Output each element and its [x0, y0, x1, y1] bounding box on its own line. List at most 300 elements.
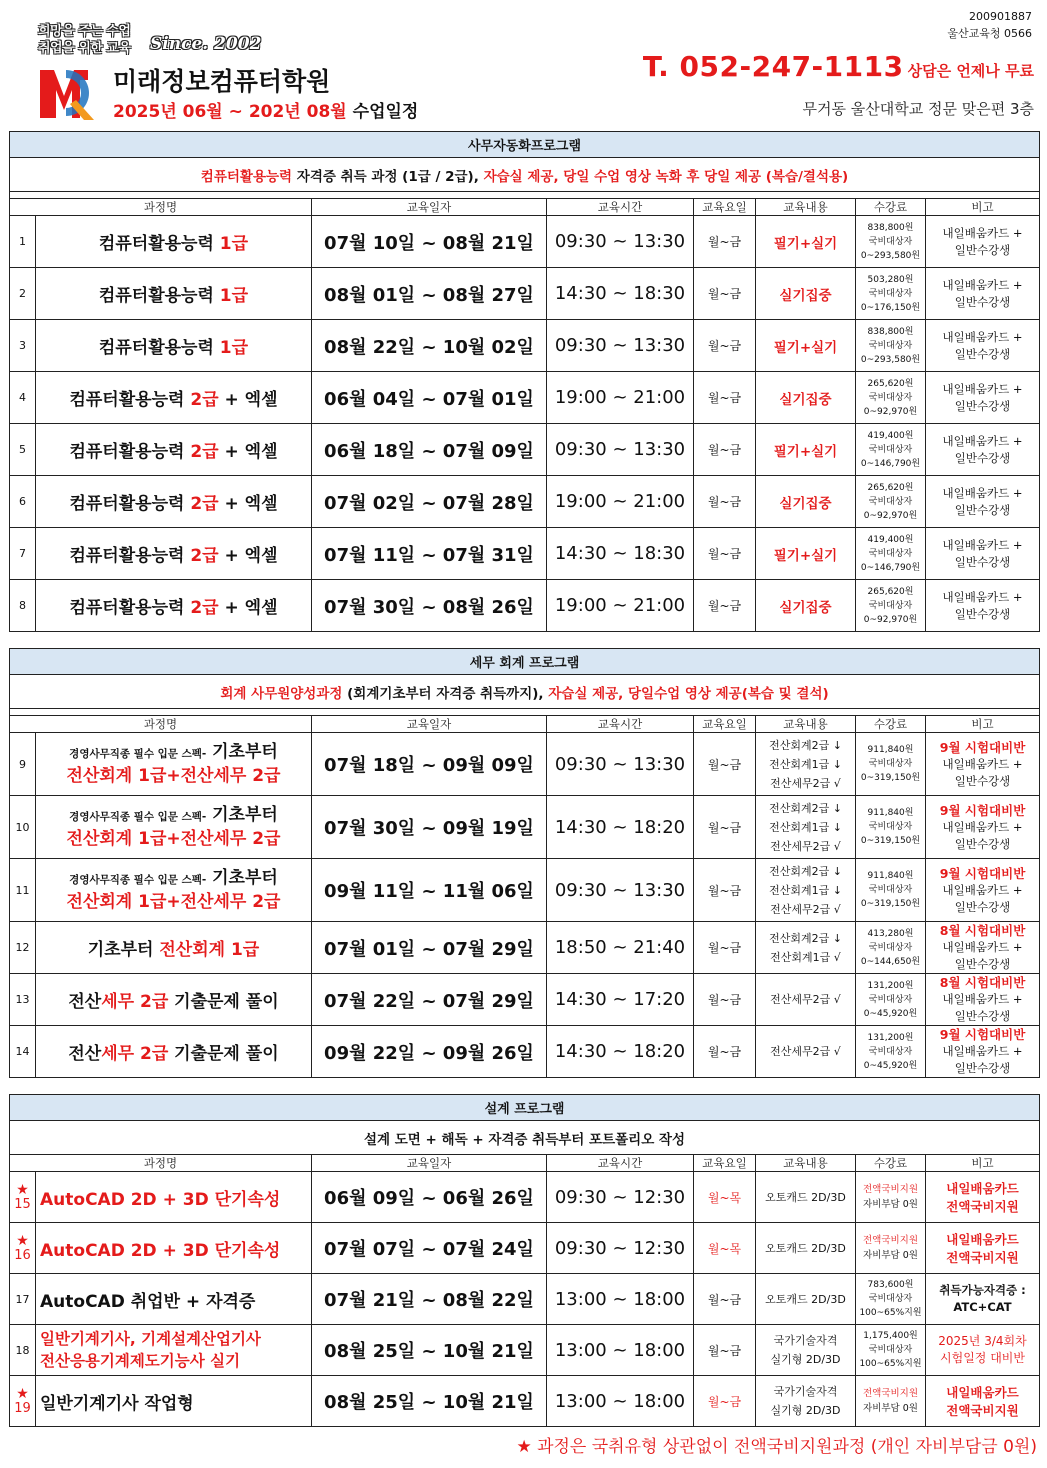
fee-label: 국비대상자 — [868, 340, 913, 351]
course-dates — [312, 372, 547, 424]
note-line-2: 일반수강생 — [954, 502, 1011, 517]
course-time — [547, 733, 694, 796]
days-text: 월~금 — [707, 757, 742, 772]
note-line-2: 일반수강생 — [954, 1061, 1011, 1075]
date-range: 07월 18일 ~ 09월 09일 — [324, 755, 534, 776]
course-dates — [312, 1172, 547, 1223]
note-line-1: 2025년 3/4회차 — [938, 1334, 1027, 1348]
time-range: 14:30 ~ 18:20 — [554, 1041, 686, 1062]
col-fee: 수강료 — [856, 1155, 926, 1172]
note-line-1: 취득가능자격증 : — [939, 1283, 1026, 1297]
row-number — [10, 1223, 36, 1274]
course-fee — [856, 528, 926, 580]
days-text: 월~금 — [707, 883, 742, 898]
course-name-a: 컴퓨터활용능력 — [98, 286, 220, 306]
course-note — [926, 974, 1040, 1026]
row-number-text: 17 — [15, 1292, 30, 1306]
note-line-1: 내일배움카드 + — [942, 589, 1023, 604]
course-name-c: + 엑셀 — [218, 598, 278, 618]
course-name — [36, 859, 312, 922]
content-line-2: 전산회계1급 ↓ — [769, 820, 842, 834]
col-date: 교육일자 — [312, 199, 547, 216]
course-level: 세무 2급 — [101, 992, 169, 1012]
fee-amount: 1,175,400원 — [863, 1331, 918, 1341]
course-name-text: AutoCAD 2D + 3D 단기속성 — [40, 1240, 281, 1261]
content-line-1: 오토캐드 2D/3D — [765, 1241, 846, 1255]
course-fee — [856, 372, 926, 424]
fee-amount: 265,620원 — [867, 586, 914, 597]
time-range: 13:00 ~ 18:00 — [554, 1288, 686, 1310]
course-dates — [312, 859, 547, 922]
note-line-1: 내일배움카드 + — [942, 819, 1023, 834]
time-range: 09:30 ~ 13:30 — [554, 879, 686, 901]
time-range: 09:30 ~ 13:30 — [554, 335, 686, 356]
course-level: 1급 — [219, 234, 249, 254]
course-row — [10, 733, 1040, 796]
since-text: Since. 2002 — [150, 34, 262, 54]
course-time — [547, 1274, 694, 1325]
course-fee — [856, 320, 926, 372]
logo-text: MR — [36, 60, 38, 61]
time-range: 19:00 ~ 21:00 — [554, 595, 686, 616]
course-days — [694, 974, 756, 1026]
course-row — [10, 1223, 1040, 1274]
course-name — [36, 974, 312, 1026]
days-text: 월~금 — [707, 495, 742, 509]
subtitle-text: 자격증 취득 과정 (1급 / 2급), — [292, 168, 484, 185]
phone-text[interactable]: T. 052-247-1113 — [642, 50, 904, 83]
row-number-text: 15 — [14, 1196, 31, 1212]
date-range: 07월 10일 ~ 08월 21일 — [324, 232, 534, 254]
exam-prep-label: 8월 시험대비반 — [939, 975, 1026, 990]
subtitle-highlight-2: 자습실 제공, 당일 수업 영상 녹화 후 당일 제공 (복습/결석용) — [483, 168, 849, 185]
fee-amount: 911,840원 — [867, 745, 914, 755]
fee-range: 0~92,970원 — [863, 614, 918, 625]
course-days — [694, 733, 756, 796]
course-row — [10, 922, 1040, 974]
course-time — [547, 1026, 694, 1078]
course-prefix: 경영사무직종 필수 입문 스펙- — [69, 811, 207, 823]
office-automation-table — [9, 131, 1040, 632]
course-name — [36, 1223, 312, 1274]
course-row — [10, 1376, 1040, 1427]
course-note — [926, 320, 1040, 372]
row-number-text: 4 — [19, 391, 26, 404]
spacer — [10, 709, 1040, 716]
content-line-2: 실기형 2D/3D — [770, 1353, 841, 1366]
course-days — [694, 580, 756, 632]
note-line-2: 일반수강생 — [954, 398, 1011, 413]
content-text: 필기+실기 — [773, 339, 838, 356]
fee-label: 국비대상자 — [868, 822, 913, 832]
course-content — [756, 320, 856, 372]
course-name-a: 컴퓨터활용능력 — [69, 598, 191, 618]
date-range: 06월 04일 ~ 07월 01일 — [324, 388, 534, 410]
course-content — [756, 859, 856, 922]
course-note — [926, 922, 1040, 974]
days-text: 월~금 — [707, 287, 742, 301]
date-range: 07월 21일 ~ 08월 22일 — [324, 1290, 534, 1311]
col-day: 교육요일 — [694, 716, 756, 733]
course-content — [756, 1325, 856, 1376]
fee-range: 100~65%지원 — [859, 1359, 922, 1369]
time-range: 14:30 ~ 18:30 — [554, 543, 686, 564]
time-range: 09:30 ~ 13:30 — [554, 439, 686, 460]
course-row — [10, 1172, 1040, 1223]
course-time — [547, 476, 694, 528]
course-note — [926, 1274, 1040, 1325]
note-line-2: 일반수강생 — [954, 773, 1011, 788]
course-level: 1급 — [219, 338, 249, 358]
course-dates — [312, 796, 547, 859]
course-name — [36, 528, 312, 580]
course-time — [547, 216, 694, 268]
course-time — [547, 1172, 694, 1223]
course-name-text: 일반기계기사 작업형 — [40, 1393, 194, 1414]
course-dates — [312, 1026, 547, 1078]
fee-label: 국비대상자 — [868, 942, 913, 953]
course-time — [547, 424, 694, 476]
section-title: 설계 프로그램 — [10, 1095, 1040, 1121]
fee-label: 국비대상자 — [868, 885, 913, 895]
course-note — [926, 476, 1040, 528]
phone-number[interactable] — [643, 50, 1034, 83]
days-text: 월~금 — [707, 941, 742, 955]
course-level: 2급 — [190, 494, 219, 514]
course-prefix: 경영사무직종 필수 입문 스펙- — [69, 748, 207, 760]
time-range: 19:00 ~ 21:00 — [554, 491, 686, 512]
row-number — [10, 922, 36, 974]
time-range: 09:30 ~ 13:30 — [554, 231, 686, 252]
course-dates — [312, 476, 547, 528]
note-line-2: 일반수강생 — [954, 450, 1011, 465]
note-line-1: 내일배움카드 + — [942, 485, 1023, 500]
phone-note: 상담은 언제나 무료 — [907, 62, 1034, 80]
course-days — [694, 476, 756, 528]
course-note — [926, 859, 1040, 922]
date-range: 06월 09일 ~ 06월 26일 — [324, 1188, 534, 1209]
course-name — [36, 580, 312, 632]
course-row — [10, 528, 1040, 580]
course-name — [36, 1274, 312, 1325]
fee-range: 0~293,580원 — [860, 354, 921, 365]
content-text: 실기집중 — [779, 391, 832, 408]
course-content — [756, 796, 856, 859]
course-name — [36, 476, 312, 528]
fee-amount: 503,280원 — [867, 274, 914, 285]
col-note: 비고 — [926, 1155, 1040, 1172]
note-line-1: 내일배움카드 — [946, 1181, 1019, 1196]
course-row — [10, 476, 1040, 528]
date-range: 07월 01일 ~ 07월 29일 — [324, 938, 534, 960]
content-text: 실기집중 — [779, 495, 832, 512]
fee-label: 국비대상자 — [868, 600, 913, 611]
course-dates — [312, 1325, 547, 1376]
course-row — [10, 796, 1040, 859]
note-line-1: 내일배움카드 + — [942, 433, 1023, 448]
row-number-text: 18 — [15, 1343, 30, 1357]
days-text: 월~금 — [707, 1394, 742, 1409]
content-line-1: 전산회계2급 ↓ — [769, 801, 842, 815]
course-name-a: 컴퓨터활용능력 — [69, 546, 191, 566]
row-number-text: 9 — [19, 757, 26, 771]
content-line-1: 전산세무2급 √ — [770, 1045, 841, 1058]
col-time: 교육시간 — [547, 1155, 694, 1172]
content-text: 실기집중 — [779, 599, 832, 616]
course-dates — [312, 580, 547, 632]
col-day: 교육요일 — [694, 199, 756, 216]
note-line-2: 일반수강생 — [954, 957, 1011, 971]
course-name-a: 일반기계기사, 기계설계산업기사 — [40, 1330, 261, 1348]
fee-range: 0~319,150원 — [860, 836, 921, 846]
note-line-1: 내일배움카드 + — [942, 992, 1023, 1006]
course-level: 2급 — [190, 546, 219, 566]
fee-range: 0~319,150원 — [860, 899, 921, 909]
course-fee — [856, 974, 926, 1026]
course-days — [694, 1026, 756, 1078]
course-dates — [312, 424, 547, 476]
fee-range: 0~92,970원 — [863, 406, 918, 417]
note-line-2: 일반수강생 — [954, 242, 1011, 257]
fee-amount: 838,800원 — [867, 222, 914, 233]
days-text: 월~금 — [707, 339, 742, 353]
exam-prep-label: 8월 시험대비반 — [939, 923, 1026, 938]
course-days — [694, 320, 756, 372]
row-number — [10, 580, 36, 632]
course-name-a: 기초부터 — [206, 742, 278, 762]
course-name — [36, 1172, 312, 1223]
subtitle-text: (회계기초부터 자격증 취득까지), — [342, 685, 549, 702]
course-dates — [312, 320, 547, 372]
course-fee — [856, 1274, 926, 1325]
time-range: 14:30 ~ 17:20 — [554, 989, 686, 1010]
date-range: 08월 25일 ~ 10월 21일 — [324, 1341, 534, 1362]
academy-logo-icon — [36, 60, 100, 122]
col-course: 과정명 — [10, 1155, 312, 1172]
content-line-1: 전산회계2급 ↓ — [769, 931, 842, 945]
star-icon: ★ — [16, 1232, 29, 1249]
content-line-1: 오토캐드 2D/3D — [765, 1292, 846, 1306]
course-time — [547, 1325, 694, 1376]
row-number — [10, 1274, 36, 1325]
course-fee — [856, 859, 926, 922]
fee-label: 국비대상자 — [868, 1345, 913, 1355]
date-range: 07월 30일 ~ 09월 19일 — [324, 818, 534, 839]
course-content — [756, 424, 856, 476]
course-name-a: 전산 — [68, 1044, 102, 1064]
col-time: 교육시간 — [547, 716, 694, 733]
registration-number: 200901887 — [969, 10, 1032, 23]
course-days — [694, 1325, 756, 1376]
star-icon: ★ — [16, 1181, 29, 1198]
course-days — [694, 424, 756, 476]
fee-range: 0~176,150원 — [860, 302, 921, 313]
course-fee — [856, 1223, 926, 1274]
course-fee — [856, 268, 926, 320]
course-name-a: 기초부터 — [206, 868, 278, 888]
fee-amount: 413,280원 — [867, 928, 914, 939]
course-dates — [312, 733, 547, 796]
note-line-2: ATC+CAT — [953, 1300, 1012, 1314]
fee-label: 국비대상자 — [868, 392, 913, 403]
course-time — [547, 320, 694, 372]
course-days — [694, 859, 756, 922]
course-row — [10, 216, 1040, 268]
fee-range: 0~45,920원 — [863, 1008, 918, 1019]
course-prefix: 경영사무직종 필수 입문 스펙- — [69, 874, 207, 886]
fee-range: 0~293,580원 — [860, 250, 921, 261]
fee-amount: 전액국비지원 — [862, 1184, 919, 1195]
course-fee — [856, 796, 926, 859]
course-name-a: 컴퓨터활용능력 — [98, 338, 220, 358]
schedule-period — [113, 97, 418, 122]
time-range: 14:30 ~ 18:20 — [554, 816, 686, 838]
course-level: 전산회계 1급+전산세무 2급 — [66, 766, 281, 786]
date-range: 09월 11일 ~ 11월 06일 — [324, 881, 534, 902]
course-name — [36, 1026, 312, 1078]
spacer — [10, 192, 1040, 199]
slogan-line-2: 취업을 위한 교육 — [38, 41, 131, 56]
row-number — [10, 796, 36, 859]
course-row — [10, 1325, 1040, 1376]
row-number — [10, 216, 36, 268]
course-time — [547, 528, 694, 580]
note-line-2: 전액국비지원 — [946, 1199, 1019, 1214]
subtitle-highlight-2: 자습실 제공, 당일수업 영상 제공(복습 및 결석) — [548, 685, 829, 702]
course-note — [926, 796, 1040, 859]
course-content — [756, 476, 856, 528]
exam-prep-label: 9월 시험대비반 — [939, 865, 1026, 881]
star-icon: ★ — [516, 1437, 532, 1457]
course-note — [926, 1223, 1040, 1274]
academy-name: 미래정보컴퓨터학원 — [113, 67, 331, 96]
course-row — [10, 859, 1040, 922]
date-range: 07월 11일 ~ 07월 31일 — [324, 544, 534, 566]
course-level: 2급 — [190, 442, 219, 462]
course-content — [756, 733, 856, 796]
course-time — [547, 922, 694, 974]
exam-prep-label: 9월 시험대비반 — [939, 739, 1026, 755]
course-level: 전산회계 1급+전산세무 2급 — [66, 892, 281, 912]
course-name-c: 기출문제 풀이 — [168, 992, 279, 1012]
time-range: 09:30 ~ 13:30 — [554, 753, 686, 775]
course-name — [36, 1325, 312, 1376]
course-days — [694, 528, 756, 580]
slogan-line-1: 희망을 주는 수업 — [38, 24, 131, 39]
fee-amount: 783,600원 — [867, 1280, 914, 1290]
note-line-1: 내일배움카드 + — [942, 756, 1023, 771]
course-name — [36, 922, 312, 974]
footer-text: 과정은 국취유형 상관없이 전액국비지원과정 (개인 자비부담금 0원) — [531, 1437, 1037, 1457]
row-number-text: 8 — [19, 599, 26, 612]
course-level: 2급 — [190, 598, 219, 618]
note-line-2: 일반수강생 — [954, 836, 1011, 851]
course-name — [36, 216, 312, 268]
time-range: 14:30 ~ 18:30 — [554, 283, 686, 304]
course-content — [756, 528, 856, 580]
content-line-3: 전산세무2급 √ — [770, 902, 841, 916]
course-note — [926, 1376, 1040, 1427]
row-number-text: 14 — [15, 1045, 30, 1058]
header — [0, 0, 1047, 130]
course-name — [36, 372, 312, 424]
column-header-row — [10, 1155, 1040, 1172]
fee-amount: 265,620원 — [867, 482, 914, 493]
fee-range: 0~92,970원 — [863, 510, 918, 521]
note-line-1: 내일배움카드 + — [942, 225, 1023, 240]
course-name-c: + 엑셀 — [218, 442, 278, 462]
course-row — [10, 1026, 1040, 1078]
course-name-a: 전산 — [68, 992, 102, 1012]
col-note: 비고 — [926, 199, 1040, 216]
fee-label: 국비대상자 — [868, 444, 913, 455]
days-text: 월~금 — [707, 1045, 742, 1059]
days-text: 월~금 — [707, 443, 742, 457]
col-day: 교육요일 — [694, 1155, 756, 1172]
period-range: 2025년 06월 ~ 202년 08월 — [113, 102, 347, 122]
days-text: 월~금 — [707, 547, 742, 561]
fee-label: 국비대상자 — [868, 496, 913, 507]
course-content — [756, 372, 856, 424]
col-time: 교육시간 — [547, 199, 694, 216]
col-fee: 수강료 — [856, 199, 926, 216]
course-name-a: 기초부터 — [206, 805, 278, 825]
date-range: 07월 07일 ~ 07월 24일 — [324, 1239, 534, 1260]
section-subtitle: 설계 도면 + 해독 + 자격증 취득부터 포트폴리오 작성 — [10, 1121, 1040, 1155]
days-text: 월~목 — [707, 1241, 742, 1256]
row-number — [10, 268, 36, 320]
note-line-1: 내일배움카드 + — [942, 882, 1023, 897]
fee-amount: 911,840원 — [867, 808, 914, 818]
time-range: 19:00 ~ 21:00 — [554, 387, 686, 408]
course-note — [926, 216, 1040, 268]
course-time — [547, 1376, 694, 1427]
row-number-text: 3 — [19, 339, 26, 352]
col-content: 교육내용 — [756, 1155, 856, 1172]
fee-range: 0~319,150원 — [860, 773, 921, 783]
days-text: 월~목 — [707, 1190, 742, 1205]
course-name-b: 전산응용기계제도기능사 실기 — [40, 1352, 241, 1370]
registration-info — [947, 8, 1032, 42]
course-row — [10, 1274, 1040, 1325]
course-fee — [856, 733, 926, 796]
date-range: 07월 30일 ~ 08월 26일 — [324, 596, 534, 618]
course-name — [36, 1376, 312, 1427]
tax-accounting-table — [9, 648, 1040, 1078]
date-range: 06월 18일 ~ 07월 09일 — [324, 440, 534, 462]
subtitle-highlight: 회계 사무원양성과정 — [220, 685, 343, 702]
course-content — [756, 1172, 856, 1223]
row-number — [10, 1325, 36, 1376]
course-level: 세무 2급 — [101, 1044, 169, 1064]
course-days — [694, 372, 756, 424]
date-range: 08월 25일 ~ 10월 21일 — [324, 1392, 534, 1413]
fee-label: 자비부담 0원 — [863, 1199, 918, 1210]
fee-range: 100~65%지원 — [859, 1308, 922, 1318]
exam-prep-label: 9월 시험대비반 — [939, 802, 1026, 818]
course-content — [756, 216, 856, 268]
content-line-2: 전산회계1급 ↓ — [769, 883, 842, 897]
row-number-text: 11 — [15, 883, 30, 897]
course-fee — [856, 922, 926, 974]
fee-amount: 419,400원 — [867, 534, 914, 545]
subtitle-highlight: 컴퓨터활용능력 — [200, 168, 293, 185]
course-content — [756, 1274, 856, 1325]
date-range: 09월 22일 ~ 09월 26일 — [324, 1042, 534, 1064]
course-dates — [312, 1376, 547, 1427]
time-range: 09:30 ~ 12:30 — [554, 1237, 686, 1259]
fee-range: 0~45,920원 — [863, 1060, 918, 1071]
